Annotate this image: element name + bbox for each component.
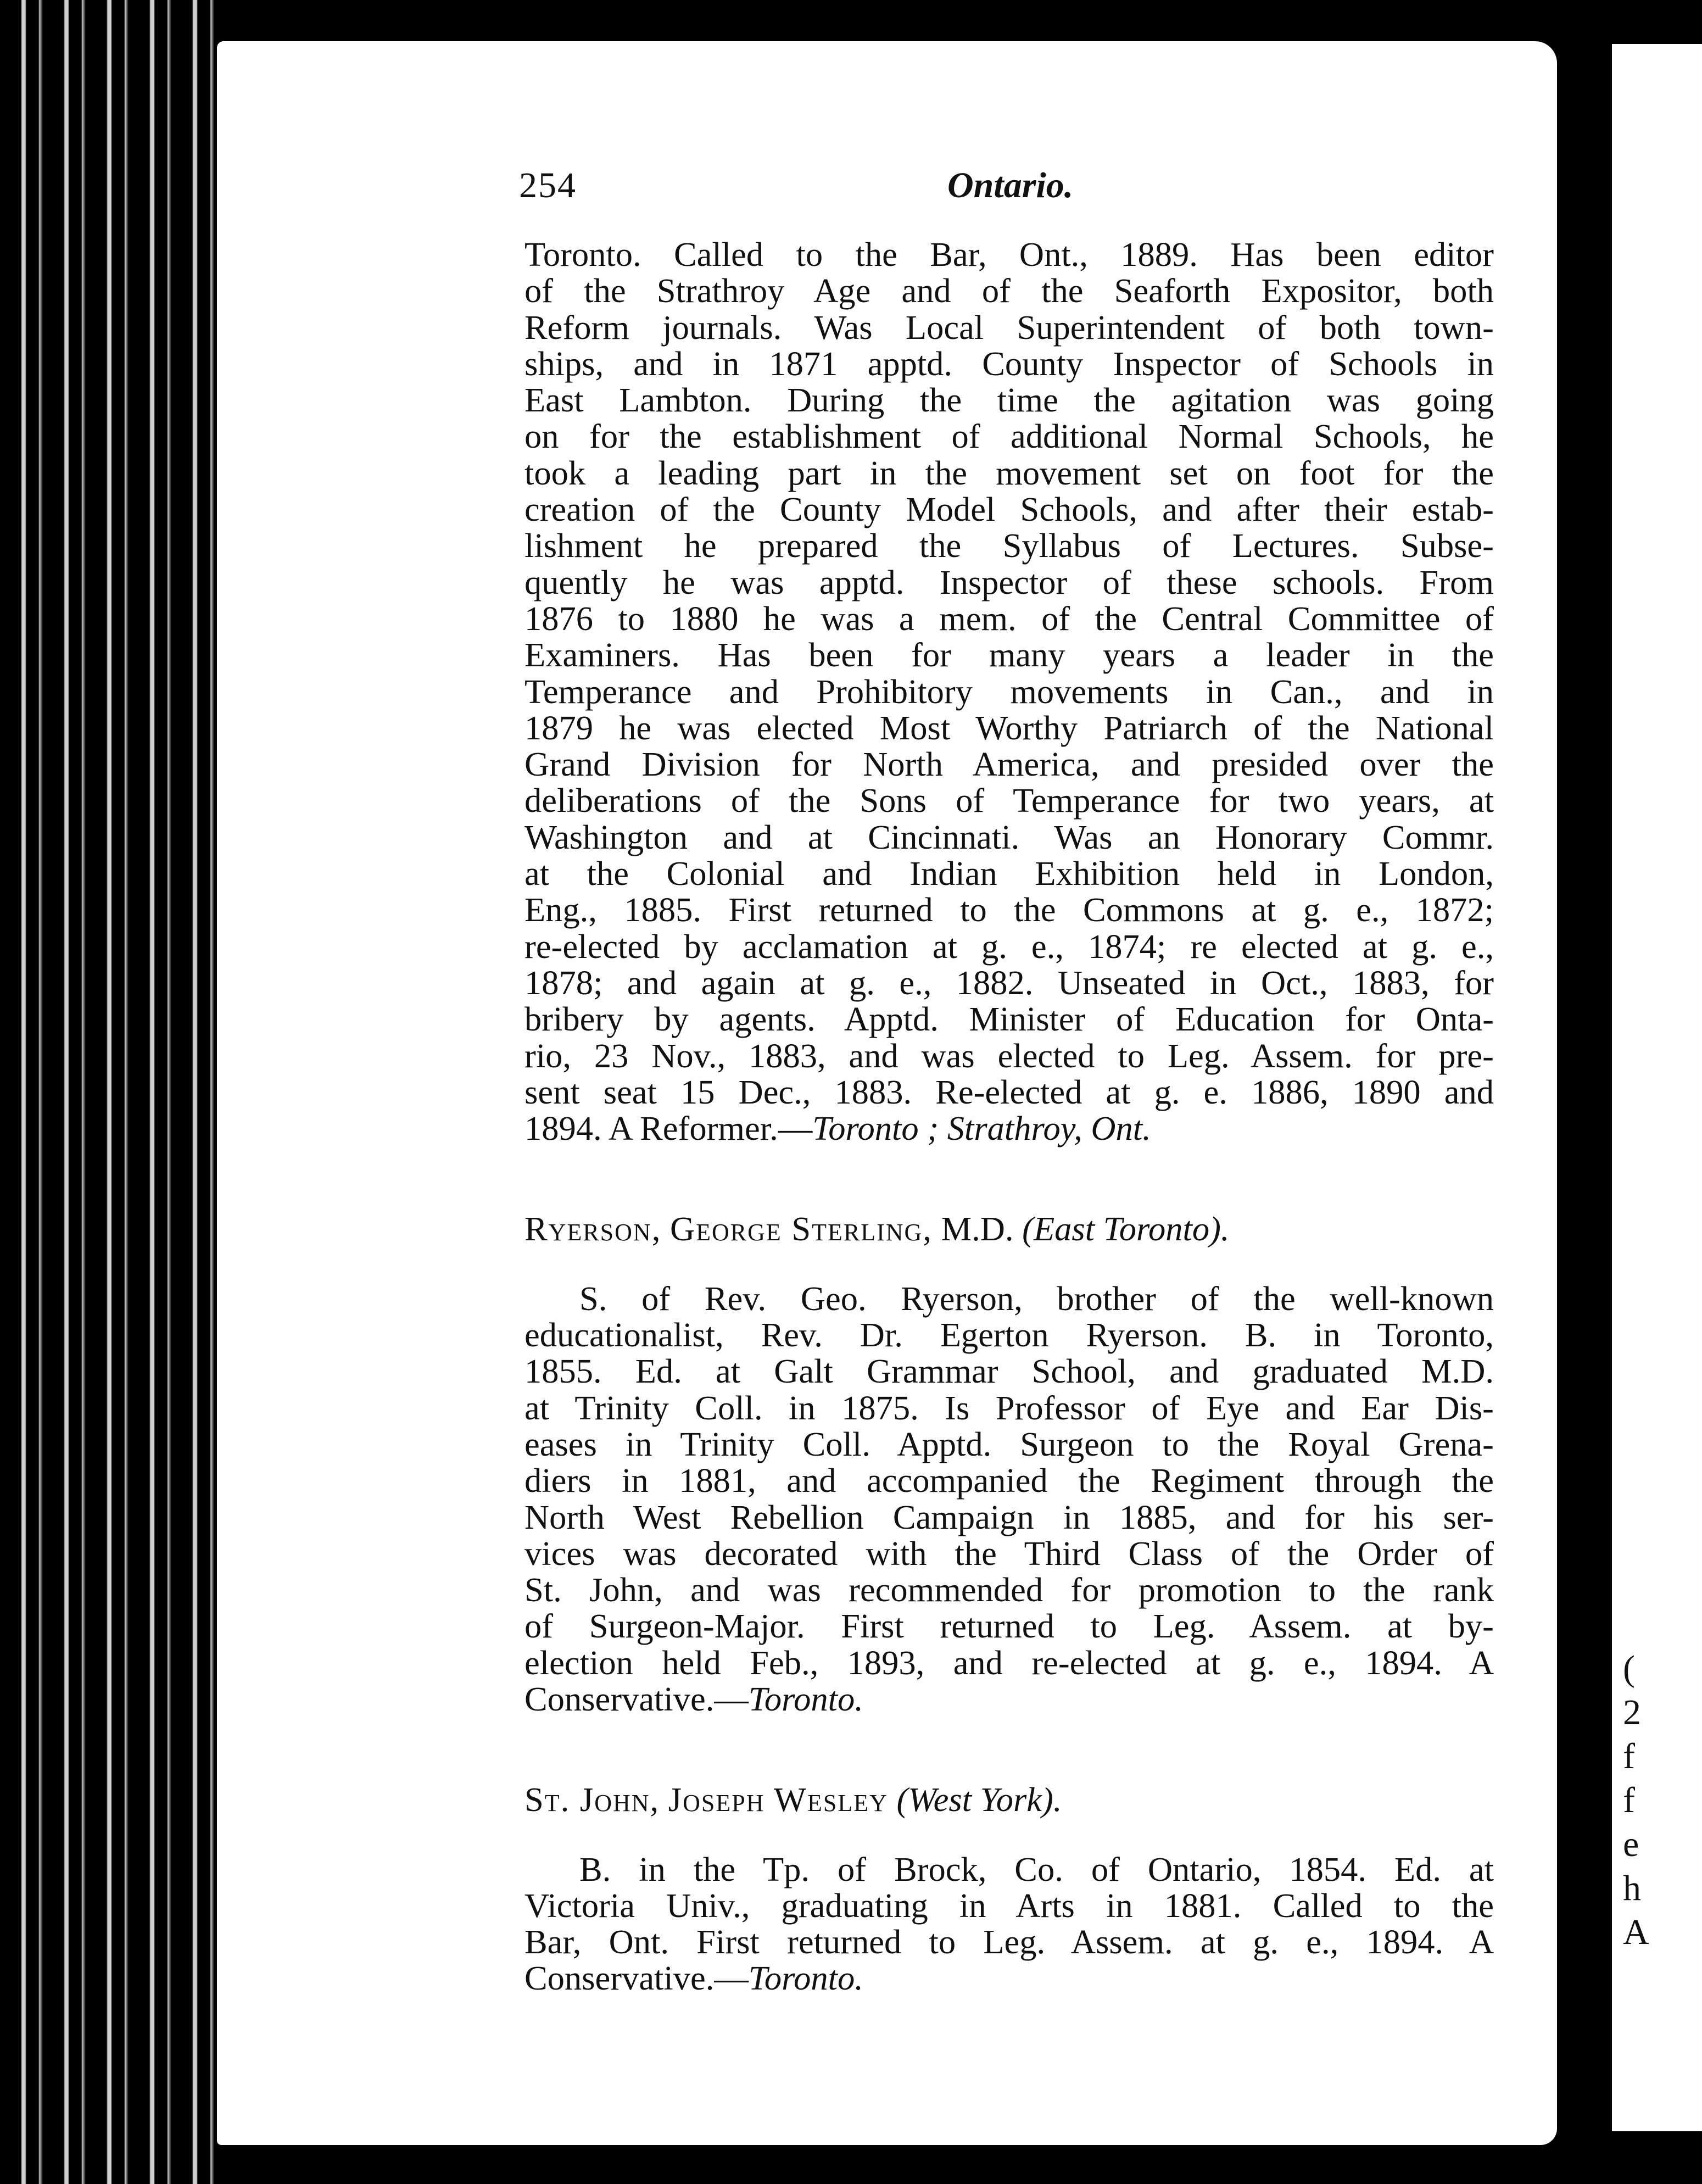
residence: Toronto. (748, 1959, 863, 1998)
facing-page-edge (1612, 44, 1702, 2131)
facing-page-fragment: f (1623, 1736, 1635, 1776)
text-line: rio, 23 Nov., 1883, and was elected to Leg. Assem. for pre- (524, 1036, 1494, 1075)
text-line: Victoria Univ., graduating in Arts in 1881. Called to the (524, 1886, 1494, 1925)
text-line: 1878; and again at g. e., 1882. Unseated in Oct., 1883, for (524, 963, 1494, 1002)
entry-closing-line (524, 1960, 1494, 1996)
party-affiliation: Conservative.— (524, 1959, 749, 1998)
text-line: sent seat 15 Dec., 1883. Re-elected at g. e. 1886, 1890 and (524, 1072, 1494, 1111)
text-line: deliberations of the Sons of Temperance for two years, at (524, 781, 1494, 820)
text-line: Grand Division for North America, and presided over the (524, 745, 1494, 784)
entry-given-names: George Sterling, (669, 1210, 933, 1249)
text-line: ships, and in 1871 apptd. County Inspector of Schools in (524, 344, 1494, 383)
stacked-page-edges (0, 0, 220, 2184)
text-line: diers in 1881, and accompanied the Regiment through the (524, 1461, 1494, 1500)
text-line: Bar, Ont. First returned to Leg. Assem. at g. e., 1894. A (524, 1923, 1494, 1962)
text-line: eases in Trinity Coll. Apptd. Surgeon to the Royal Grena- (524, 1424, 1494, 1463)
facing-page-fragment: h (1623, 1868, 1641, 1908)
entry-closing-line (524, 1681, 1494, 1717)
entry-constituency: (West York). (896, 1780, 1062, 1819)
entry-surname: St. John, (524, 1780, 660, 1819)
text-line: St. John, and was recommended for promotion to the rank (524, 1570, 1494, 1609)
facing-page-fragment: f (1623, 1780, 1635, 1820)
residence: Toronto. (748, 1679, 863, 1718)
entry-constituency: (East Toronto). (1022, 1210, 1230, 1249)
text-line: Examiners. Has been for many years a leader in the (524, 636, 1494, 675)
entry-heading (524, 1781, 1494, 1818)
text-line: of the Strathroy Age and of the Seaforth Expositor, both (524, 271, 1494, 310)
text-line: on for the establishment of additional Normal Schools, he (524, 417, 1494, 456)
text-line: election held Feb., 1893, and re-elected at g. e., 1894. A (524, 1643, 1494, 1682)
entry-surname: Ryerson, (524, 1210, 662, 1249)
text-line: 1855. Ed. at Galt Grammar School, and graduated M.D. (524, 1352, 1494, 1391)
text-line: East Lambton. During the time the agitation was going (524, 381, 1494, 420)
text-line: North West Rebellion Campaign in 1885, and for his ser- (524, 1497, 1494, 1536)
facing-page-fragment: e (1623, 1824, 1639, 1864)
entry-closing-line (524, 1110, 1494, 1146)
text-line: at Trinity Coll. in 1875. Is Professor of Eye and Ear Dis- (524, 1388, 1494, 1427)
text-line: lishment he prepared the Syllabus of Lectures. Subse- (524, 526, 1494, 565)
text-line: took a leading part in the movement set on foot for the (524, 453, 1494, 492)
page-body (524, 236, 1494, 1997)
text-line: Washington and at Cincinnati. Was an Honorary Commr. (524, 817, 1494, 856)
entry-given-names: Joseph Wesley (668, 1780, 888, 1819)
text-line: educationalist, Rev. Dr. Egerton Ryerson. B. in Toronto, (524, 1316, 1494, 1355)
text-line: 1876 to 1880 he was a mem. of the Central Committee of (524, 599, 1494, 638)
entry-body (524, 1851, 1494, 1960)
text-line: vices was decorated with the Third Class of the Order of (524, 1534, 1494, 1573)
page-header (519, 165, 1074, 214)
text-line: at the Colonial and Indian Exhibition held in London, (524, 854, 1494, 893)
text-line: B. in the Tp. of Brock, Co. of Ontario, 1854. Ed. at (579, 1849, 1494, 1888)
entry-body (524, 1280, 1494, 1681)
page-number: 254 (519, 165, 577, 205)
text-line: 1879 he was elected Most Worthy Patriarch of the National (524, 708, 1494, 747)
text-line: Toronto. Called to the Bar, Ont., 1889. Has been editor (524, 235, 1494, 274)
entry-heading (524, 1211, 1494, 1247)
residence: Toronto ; Strathroy, Ont. (812, 1109, 1151, 1148)
entry-continued (524, 236, 1494, 1110)
text-line: bribery by agents. Apptd. Minister of Education for Onta- (524, 1000, 1494, 1039)
party-affiliation: Conservative.— (524, 1679, 749, 1718)
text-line: creation of the County Model Schools, and after their estab- (524, 490, 1494, 529)
facing-page-fragment: ( (1623, 1648, 1635, 1689)
running-head: Ontario. (947, 165, 1074, 205)
text-line: S. of Rev. Geo. Ryerson, brother of the well-known (579, 1279, 1494, 1318)
entry-degree: M.D. (941, 1210, 1014, 1249)
text-line: of Surgeon-Major. First returned to Leg. Assem. at by- (524, 1607, 1494, 1646)
party-affiliation: 1894. A Reformer.— (524, 1109, 813, 1148)
text-line: re-elected by acclamation at g. e., 1874; re elected at g. e., (524, 927, 1494, 966)
text-line: quently he was apptd. Inspector of these schools. From (524, 562, 1494, 601)
text-line: Eng., 1885. First returned to the Commons at g. e., 1872; (524, 890, 1494, 929)
facing-page-fragment: 2 (1623, 1692, 1641, 1732)
facing-page-fragment: A (1623, 1912, 1649, 1952)
text-line: Temperance and Prohibitory movements in Can., and in (524, 672, 1494, 711)
text-line: Reform journals. Was Local Superintendent of both town- (524, 308, 1494, 347)
